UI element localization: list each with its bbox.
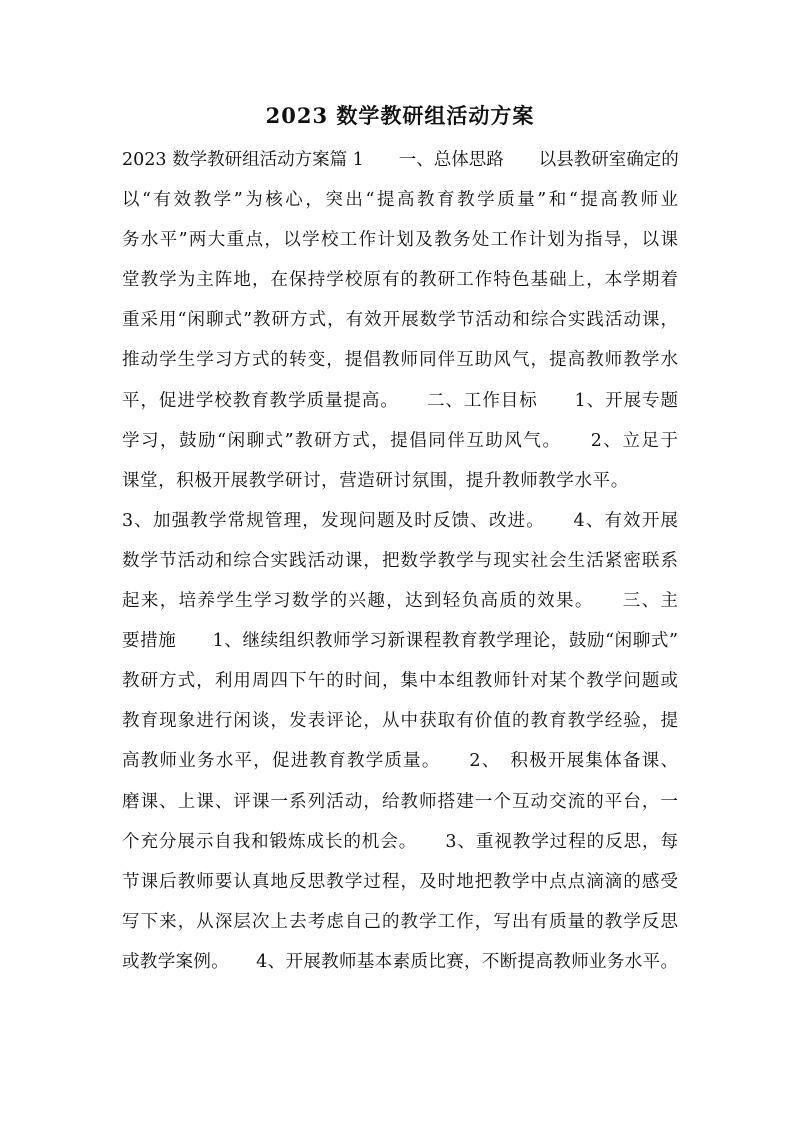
body-line: 数学节活动和综合实践活动课，把数学教学与现实社会生活紧密联系 — [122, 550, 678, 571]
body-line: 推动学生学习方式的转变，提倡教师同伴互助风气，提高教师教学水 — [122, 350, 678, 371]
body-line: 起来，培养学生学习数学的兴趣，达到轻负高质的效果。 三、主 — [122, 591, 678, 612]
body-line: 3、加强教学常规管理，发现问题及时反馈、改进。 4、有效开展 — [122, 510, 678, 531]
body-line: 写下来，从深层次上去考虑自己的教学工作，写出有质量的教学反思 — [122, 911, 678, 932]
body-line: 务水平”两大重点，以学校工作计划及教务处工作计划为指导，以课 — [122, 230, 678, 251]
body-line: 节课后教师要认真地反思教学过程，及时地把教学中点点滴滴的感受 — [122, 871, 678, 892]
body-line: 高教师业务水平，促进教育教学质量。 2、 积极开展集体备课、 — [122, 751, 678, 772]
body-line: 要措施 1、继续组织教师学习新课程教育教学理论，鼓励“闲聊式” — [122, 631, 678, 652]
body-line: 教研方式，利用周四下午的时间，集中本组教师针对某个教学问题或 — [122, 671, 678, 692]
body-line: 课堂，积极开展教学研讨，营造研讨氛围，提升教师教学水平。 — [122, 470, 629, 491]
body-line: 个充分展示自我和锻炼成长的机会。 3、重视教学过程的反思，每 — [122, 831, 678, 852]
body-line: 教育现象进行闲谈，发表评论，从中获取有价值的教育教学经验，提 — [122, 711, 678, 732]
body-line: 学习，鼓励“闲聊式”教研方式，提倡同伴互助风气。 2、立足于 — [122, 430, 678, 451]
body-line: 以“有效教学”为核心，突出“提高教育教学质量”和“提高教师业 — [122, 190, 678, 211]
body-line: 2023 数学教研组活动方案篇 1 一、总体思路 以县教研室确定的 — [122, 150, 679, 170]
document-title: 2023 数学教研组活动方案 — [265, 103, 535, 128]
document-body — [122, 140, 678, 982]
body-line: 平，促进学校教育教学质量提高。 二、工作目标 1、开展专题 — [122, 390, 678, 411]
body-line: 磨课、上课、评课一系列活动，给教师搭建一个互动交流的平台，一 — [122, 791, 678, 812]
body-line: 堂教学为主阵地，在保持学校原有的教研工作特色基础上，本学期着 — [122, 270, 678, 291]
body-line: 或教学案例。 4、开展教师基本素质比赛，不断提高教师业务水平。 — [122, 951, 678, 972]
body-line: 重采用“闲聊式”教研方式，有效开展数学节活动和综合实践活动课， — [122, 310, 678, 331]
